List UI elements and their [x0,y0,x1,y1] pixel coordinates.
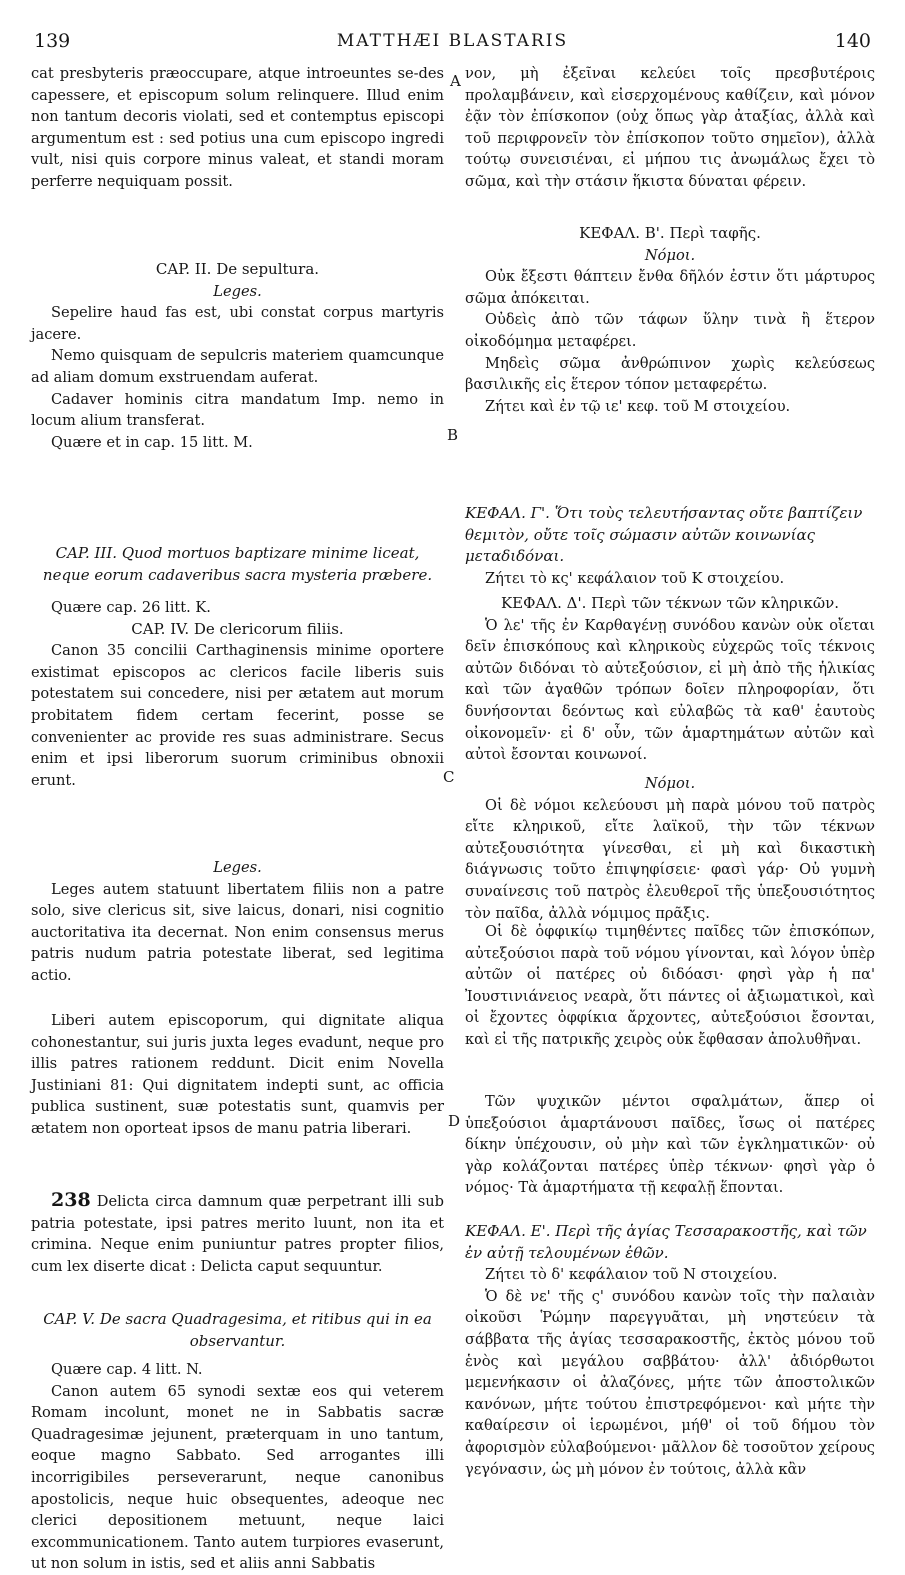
latin-paragraph: Canon autem 65 synodi sextæ eos qui veterem Romam incolunt, monet ne in Sabbatis sacræ Quadragesimæ jejunent, præterquam in uno tantum, eoque magno Sabbato. Sed arrogantes illi incorrigibiles perseverarunt, neque canonibus apostolicis, neque huic obsequentes, adeoque nec clerici depositionem metuunt, neque laici excommunicationem. Tanto autem turpiores evaserunt, ut non solum in istis, sed et aliis anni Sabbatis [31,1382,444,1573]
latin-chapter-3-4-block [31,597,444,857]
greek-nomoi-block [465,773,875,921]
latin-paragraph: Delicta circa damnum quæ perpetrant illi sub patria potestate, ipsi patres merito luunt, non ita et crimina. Neque enim puniuntur patres propter filios, cum lex diserte dicat : Delicta caput sequuntur. [31,1193,444,1275]
latin-paragraph: Sepelire haud fas est, ubi constat corpus martyris jacere. [31,304,444,343]
chapter-heading: CAP. IV. De clericorum filiis. [131,619,344,638]
running-title: MATTHÆI BLASTARIS [336,31,569,51]
page-header [30,30,875,60]
marginal-page-number: 238 [51,1189,91,1211]
latin-column [31,63,444,1573]
greek-delicta-block [465,1091,875,1221]
page-number-right: 140 [834,30,871,52]
subheading-nomoi: Νόμοι. [644,246,696,264]
chapter-heading: ΚΕΦΑΛ. Β'. Περὶ ταφῆς. [579,224,761,242]
margin-letter-c: C [443,768,455,786]
latin-leges-block [31,857,444,1010]
subheading-leges: Leges. [213,282,262,300]
greek-officia-block [465,921,875,1091]
greek-paragraph: Οἱ δὲ ὀφφικίῳ τιμηθέντες παῖδες τῶν ἐπισκόπων, αὐτεξούσιοι παρὰ τοῦ νόμου γίνονται, καὶ λόγον ὑπὲρ αὐτῶν οἱ πατέρες οὐ διδόασι· φησὶ γὰρ ἡ πα' Ἰουστινιάνειος νεαρὰ, ὅτι πάντες οἱ ἀξιωματικοὶ, καὶ οἱ ἔχοντες ὀφφίκια ἄρχοντες, αὐτεξούσιοι ἔσονται, καὶ εἰ τῆς πατρικῆς χειρὸς οὐκ ἔφθασαν ἀπολυθῆναι. [465,923,875,1048]
greek-chapter-2-block [465,223,875,503]
latin-delicta-block [31,1190,444,1309]
greek-opening-block [465,63,875,223]
cross-reference: Quære cap. 26 litt. K. [51,599,211,616]
greek-paragraph: Ὁ λε' τῆς ἐν Καρθαγένῃ συνόδου κανὼν οὐκ οἴεται δεῖν ἐπισκόπους καὶ κληρικοὺς εὐχερῶς τοῖς τέκνοις αὐτῶν διδόναι τὸ αὐτεξούσιον, εἰ μὴ ἀπὸ τῆς ἡλικίας καὶ τῶν ἀγαθῶν τρόπων δοῖεν πληροφορίαν, ὅτι δυνήσονται δεόντως καὶ εὐλαβῶς τὰ καθ' ἑαυτοὺς οἰκονομεῖν· εἰ δ' οὖν, τῶν ἁμαρτημάτων αὐτῶν καὶ αὐτοὶ ἔσονται κοινωνοί. [465,616,875,764]
latin-paragraph: Liberi autem episcoporum, qui dignitate aliqua cohonestantur, sui juris juxta leges evadunt, neque pro illis patres rationem reddunt. Dicit enim Novella Justiniani 81: Qui dignitatem indepti sunt, ac officia publica sustinent, suæ potestatis sunt, quamvis per ætatem non oporteat ipsos de manu patria liberari. [31,1012,444,1137]
greek-paragraph: Οὐδεὶς ἀπὸ τῶν τάφων ὕλην τινὰ ἢ ἕτερον οἰκοδόμημα μεταφέρει. [465,311,875,350]
chapter-heading: ΚΕΦΑΛ. Ε'. Περὶ τῆς ἁγίας Τεσσαρακοστῆς, καὶ τῶν ἐν αὐτῇ τελουμένων ἐθῶν. [465,1222,867,1262]
cross-reference: Quære cap. 4 litt. N. [51,1361,203,1378]
latin-paragraph: Nemo quisquam de sepulcris materiem quamcunque ad aliam domum exstruendam auferat. [31,347,444,386]
latin-opening-block [31,63,444,259]
greek-paragraph: Οἱ δὲ νόμοι κελεύουσι μὴ παρὰ μόνου τοῦ πατρὸς εἴτε κληρικοῦ, εἴτε λαϊκοῦ, τὴν τῶν τέκνων αὐτεξουσιότητα γίνεσθαι, εἰ μὴ καὶ δικαστικὴ διάγνωσις τοῦτο ἐπιψηφίσειε· φασὶ γάρ· Οὐ γυμνὴ συναίνεσις τοῦ πατρὸς ἐλευθεροῖ τῆς ὑπεξουσιότητος τὸν παῖδα, ἀλλὰ νόμιμος πρᾶξις. [465,796,875,922]
greek-paragraph: Μηδεὶς σῶμα ἀνθρώπινον χωρὶς κελεύσεως βασιλικῆς εἰς ἕτερον τόπον μεταφερέτω. [465,354,875,394]
chapter-heading: CAP. V. De sacra Quadragesima, et ritibus qui in ea observantur. [43,1310,432,1350]
chapter-heading: CAP. III. Quod mortuos baptizare minime liceat, neque eorum cadaveribus sacra mysteria præbere. [42,544,433,584]
greek-paragraph: Τῶν ψυχικῶν μέντοι σφαλμάτων, ἅπερ οἱ ὑπεξούσιοι ἁμαρτάνουσι παῖδες, ἴσως οἱ πατέρες δίκην ὑπέχουσιν, οὐ μὴν καὶ τῶν ἐγκληματικῶν· οὐ γὰρ κολάζονται πατέρες ὑπὲρ τέκνων· φησὶ γὰρ ὁ νόμος· Τὰ ἁμαρτήματα τῇ κεφαλῇ ἕπονται. [465,1093,875,1197]
margin-letter-d: D [448,1112,461,1130]
latin-liberi-block [31,1010,444,1190]
latin-chapter-3-heading-block [31,543,444,597]
cross-reference: Quære et in cap. 15 litt. M. [51,433,253,451]
latin-paragraph: Cadaver hominis citra mandatum Imp. nemo in locum alium transferat. [31,390,444,430]
greek-chapter-4-block [465,593,875,773]
subheading-nomoi: Νόμοι. [644,775,696,792]
latin-paragraph: Canon 35 concilii Carthaginensis minime oportere existimat episcopos ac clericos facile liberis suis potestatem sui concedere, nisi per ætatem aut morum probitatem fidem certam fecerint, posse se convenienter ac provide res suas administrare. Secus enim et ipsi liberorum suorum criminibus obnoxii erunt. [31,642,444,789]
latin-paragraph: Leges autem statuunt libertatem filiis non a patre solo, sive clericus sit, sive laicus, donari, nisi cognitio auctoritativa ita decernat. Non enim consensus merus patris nudum patria potestate liberat, sed legitima actio. [31,880,444,984]
greek-paragraph: νον, μὴ ἐξεῖναι κελεύει τοῖς πρεσβυτέροις προλαμβάνειν, καὶ εἰσερχομένους καθίζειν, καὶ μόνον ἐᾷν τὸν ἐπίσκοπον (οὐχ ὅπως γὰρ ἀταξίας, ἀλλὰ καὶ τοῦ περιφρονεῖν τὸν ἐπίσκοπον τοῦτο σημεῖον), ἀλλὰ τούτῳ συνεισιέναι, εἰ μήπου τις ἀνωμάλως ἔχει τὸ σῶμα, καὶ τὴν στάσιν ἥκιστα δύναται φέρειν. [465,65,875,190]
greek-paragraph: Οὐκ ἔξεστι θάπτειν ἔνθα δῆλόν ἐστιν ὅτι μάρτυρος σῶμα ἀπόκειται. [465,268,875,307]
latin-chapter-2-block [31,259,444,543]
greek-chapter-3-block [465,503,875,593]
chapter-heading: ΚΕΦΑΛ. Δ'. Περὶ τῶν τέκνων τῶν κληρικῶν. [500,594,840,612]
chapter-heading: CAP. II. De sepultura. [155,260,320,278]
chapter-heading: ΚΕΦΑΛ. Γ'. Ὅτι τοὺς τελευτήσαντας οὔτε βαπτίζειν θεμιτὸν, οὔτε τοῖς σώμασιν αὐτῶν κοινωνίας μεταδιδόναι. [465,504,863,566]
cross-reference: Ζήτει τὸ κς' κεφάλαιον τοῦ Κ στοιχείου. [485,569,785,587]
latin-chapter-5-heading-block [31,1309,444,1359]
page-number-left: 139 [34,30,71,52]
latin-paragraph: cat presbyteris præoccupare, atque introeuntes se-des capessere, et episcopum solum relinquere. Illud enim non tantum decoris violati, sed et contemptus episcopi argumentum est : sed potius una cum episcopo ingredi vult, nisi quis corpore minus valeat, et standi moram perferre nequiquam possit. [31,65,444,190]
cross-reference: Ζήτει καὶ ἐν τῷ ιε' κεφ. τοῦ Μ στοιχείου. [485,397,791,415]
greek-column [465,63,875,1513]
greek-paragraph: Ὁ δὲ νε' τῆς ς' συνόδου κανὼν τοῖς τὴν παλαιὰν οἰκοῦσι Ῥώμην παρεγγυᾶται, μὴ νηστεύειν τὰ σάββατα τῆς ἁγίας τεσσαρακοστῆς, ἐκτὸς μόνου τοῦ ἑνὸς καὶ μεγάλου σαββάτου· ἀλλ' ἀδιόρθωτοι μεμενήκασιν οἱ ἀλαζόνες, μήτε τῶν ἀποστολικῶν κανόνων, μήτε τούτου ἐπιστρεφόμενοι· καὶ μήτε τὴν καθαίρεσιν οἱ ἱερωμένοι, μήθ' οἱ τοῦ δήμου τὸν ἀφορισμὸν εὐλαβούμενοι· μᾶλλον δὲ τοσοῦτον χείρους γεγόνασιν, ὡς μὴ μόνον ἐν τούτοις, ἀλλὰ κἂν [465,1287,875,1478]
greek-chapter-5-block [465,1221,875,1511]
latin-chapter-5-block [31,1359,444,1573]
cross-reference: Ζήτει τὸ δ' κεφάλαιον τοῦ Ν στοιχείου. [485,1266,778,1284]
margin-letter-a: A [450,72,461,90]
subheading-leges: Leges. [213,859,262,876]
margin-letter-b: B [447,426,459,444]
